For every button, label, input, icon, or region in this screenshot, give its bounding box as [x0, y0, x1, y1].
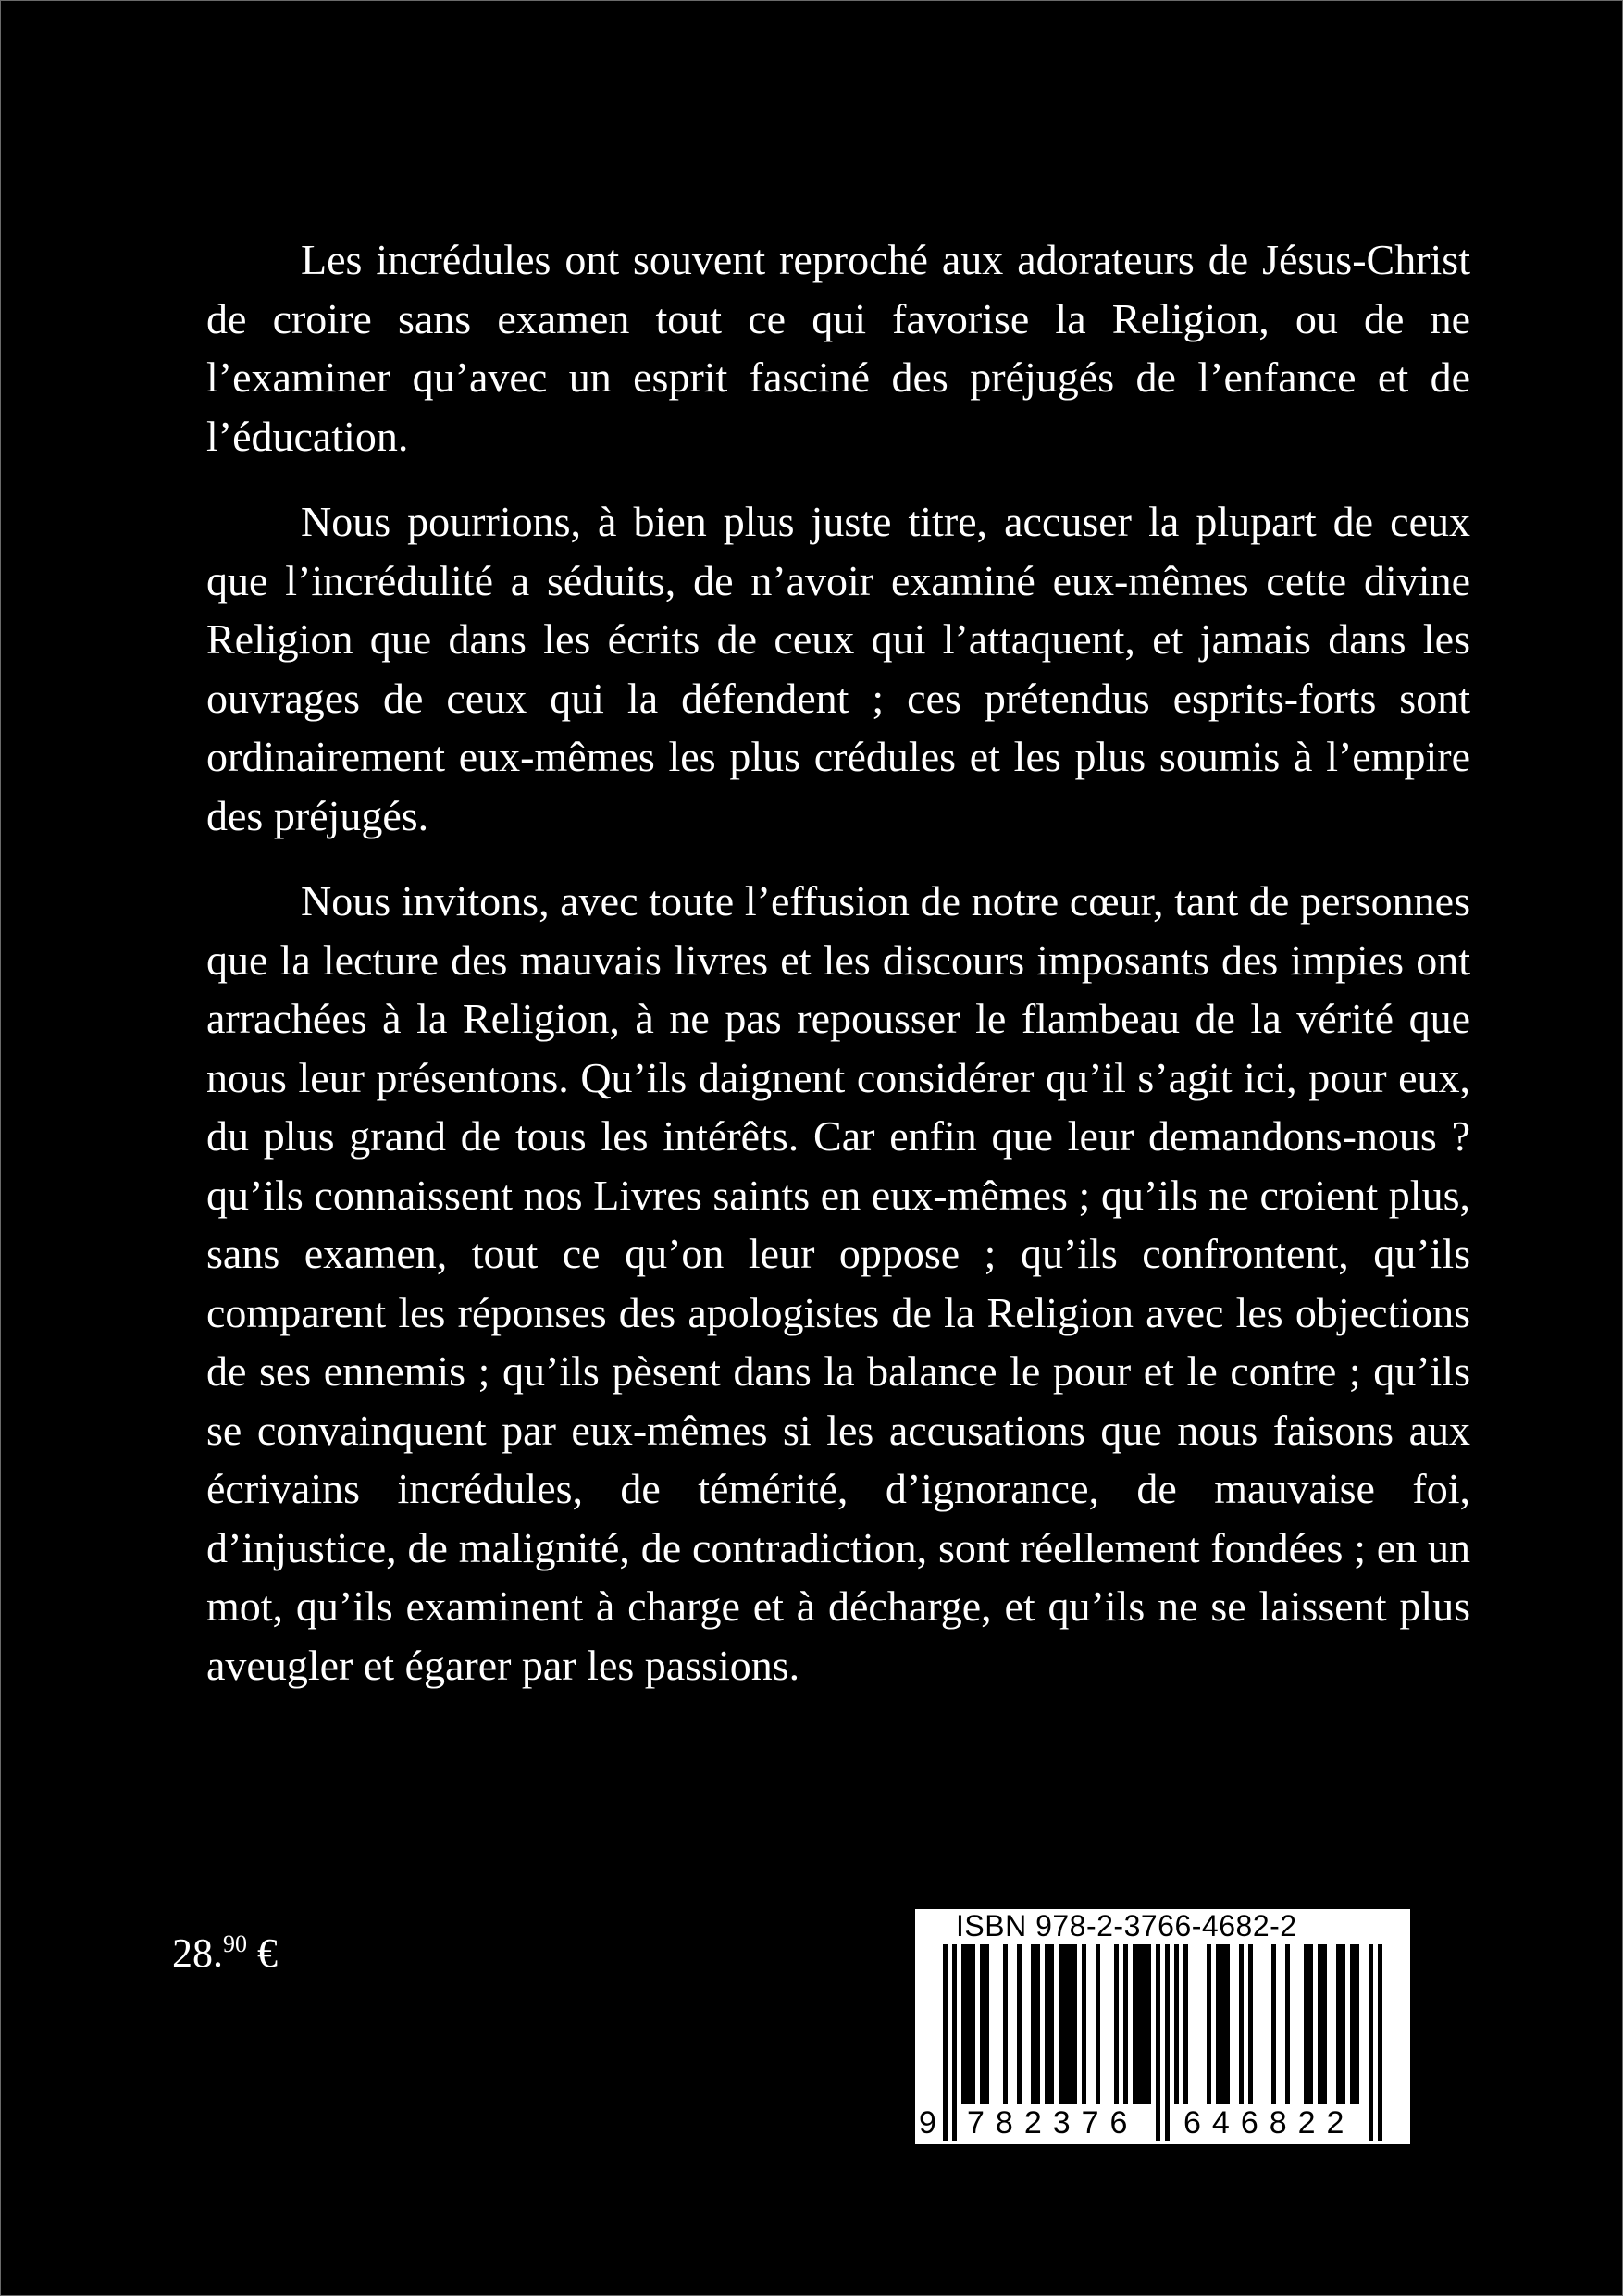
barcode-bar	[1082, 1944, 1086, 2104]
barcode-guard-bar	[943, 1944, 948, 2141]
barcode-bar	[971, 1944, 975, 2104]
barcode-bar	[1031, 1944, 1035, 2104]
barcode-digits-right: 646822	[1183, 2105, 1356, 2141]
barcode-bar	[1216, 1944, 1220, 2104]
barcode-guard-bar	[1156, 1944, 1160, 2141]
barcode-bar	[1322, 1944, 1327, 2104]
barcode-guard-bar	[952, 1944, 957, 2141]
barcode-bar	[1225, 1944, 1230, 2104]
barcode-bar	[1063, 1944, 1068, 2104]
barcode-bar	[1049, 1944, 1054, 2104]
barcode-bar	[966, 1944, 971, 2104]
barcode-bar	[1096, 1944, 1100, 2104]
barcode-bar	[1341, 1944, 1345, 2104]
price-label	[172, 1926, 278, 1981]
barcode-digit-first: 9	[919, 2105, 936, 2141]
barcode-bar	[1308, 1944, 1313, 2104]
barcode-bar	[985, 1944, 989, 2104]
barcode-bar	[1059, 1944, 1063, 2104]
price-currency: €	[257, 1930, 278, 1976]
barcode-guard-bar	[1378, 1944, 1382, 2141]
barcode-bar	[1248, 1944, 1253, 2104]
price-cents: 90	[223, 1930, 247, 1957]
barcode-bar	[980, 1944, 985, 2104]
isbn-label: ISBN 978-2-3766-4682-2	[956, 1909, 1297, 1942]
barcode-bar	[1045, 1944, 1049, 2104]
barcode-bar	[1350, 1944, 1355, 2104]
barcode-bar	[1336, 1944, 1341, 2104]
barcode-bar	[1137, 1944, 1142, 2104]
barcode-bar	[1114, 1944, 1119, 2104]
barcode-bar	[1285, 1944, 1290, 2104]
barcode-bar	[1146, 1944, 1151, 2104]
barcode-bar	[1304, 1944, 1308, 2104]
barcode-guard-bar	[1165, 1944, 1170, 2141]
barcode-digits-left: 782376	[967, 2105, 1139, 2141]
blurb-paragraph-1: Les incrédules ont souvent reproché aux adorateurs de Jésus-Christ de croire sans examen tout ce qui favorise la Religion, ou de ne l’examiner qu’avec un esprit fasciné des préjugés de l’enfance et de l’éducation.	[206, 236, 1470, 460]
barcode-bar	[1017, 1944, 1022, 2104]
barcode-bar	[1207, 1944, 1211, 2104]
barcode-bar	[1271, 1944, 1276, 2104]
barcode-bar	[1003, 1944, 1008, 2104]
blurb-paragraph-2: Nous pourrions, à bien plus juste titre, accuser la plupart de ceux que l’incrédulité a séduits, de n’avoir examiné eux-mêmes cette divine Religion que dans les écrits de ceux qui l’attaquent, et jamais dans les ouvrages de ceux qui la défendent ; ces prétendus esprits-forts sont ordinairement eux-mêmes les plus crédules et les plus soumis à l’empire des préjugés.	[206, 498, 1470, 839]
barcode-bar	[961, 1944, 966, 2104]
price-whole: 28.	[172, 1930, 223, 1976]
barcode-bar	[1123, 1944, 1128, 2104]
barcode-bar	[1220, 1944, 1225, 2104]
barcode-bar	[1133, 1944, 1137, 2104]
barcode-bar	[1355, 1944, 1359, 2104]
barcode-bar	[1068, 1944, 1072, 2104]
blurb-text	[206, 230, 1470, 1694]
barcode-bar	[1183, 1944, 1188, 2104]
barcode-bar	[1072, 1944, 1077, 2104]
barcode-bar	[1239, 1944, 1244, 2104]
barcode-bar	[1035, 1944, 1040, 2104]
blurb-paragraph-3: Nous invitons, avec toute l’effusion de notre cœur, tant de personnes que la lecture des mauvais livres et les discours imposants des impies ont arrachées à la Religion, à ne pas repousser le flambeau de la vérité que nous leur présentons. Qu’ils daignent considérer qu’il s’agit ici, pour eux, du plus grand de tous les intérêts. Car enfin que leur demandons-nous ? qu’ils connaissent nos Livres saints en eux-mêmes ; qu’ils ne croient plus, sans examen, tout ce qu’on leur oppose ; qu’ils confrontent, qu’ils comparent les réponses des apologistes de la Religion avec les objections de ses ennemis ; qu’ils pèsent dans la balance le pour et le contre ; qu’ils se convainquent par eux-mêmes si les accusations que nous faisons aux écrivains incrédules, de témérité, d’ignorance, de mauvaise foi, d’injustice, de malignité, de contradiction, sont réellement fondées ; en un mot, qu’ils examinent à charge et à décharge, et qu’ils ne se laissent plus aveugler et égarer par les passions.	[206, 877, 1470, 1689]
barcode-bar	[1174, 1944, 1179, 2104]
isbn-barcode	[915, 1909, 1410, 2144]
barcode-bar	[1318, 1944, 1322, 2104]
barcode-bar	[1142, 1944, 1146, 2104]
barcode-guard-bar	[1369, 1944, 1373, 2141]
